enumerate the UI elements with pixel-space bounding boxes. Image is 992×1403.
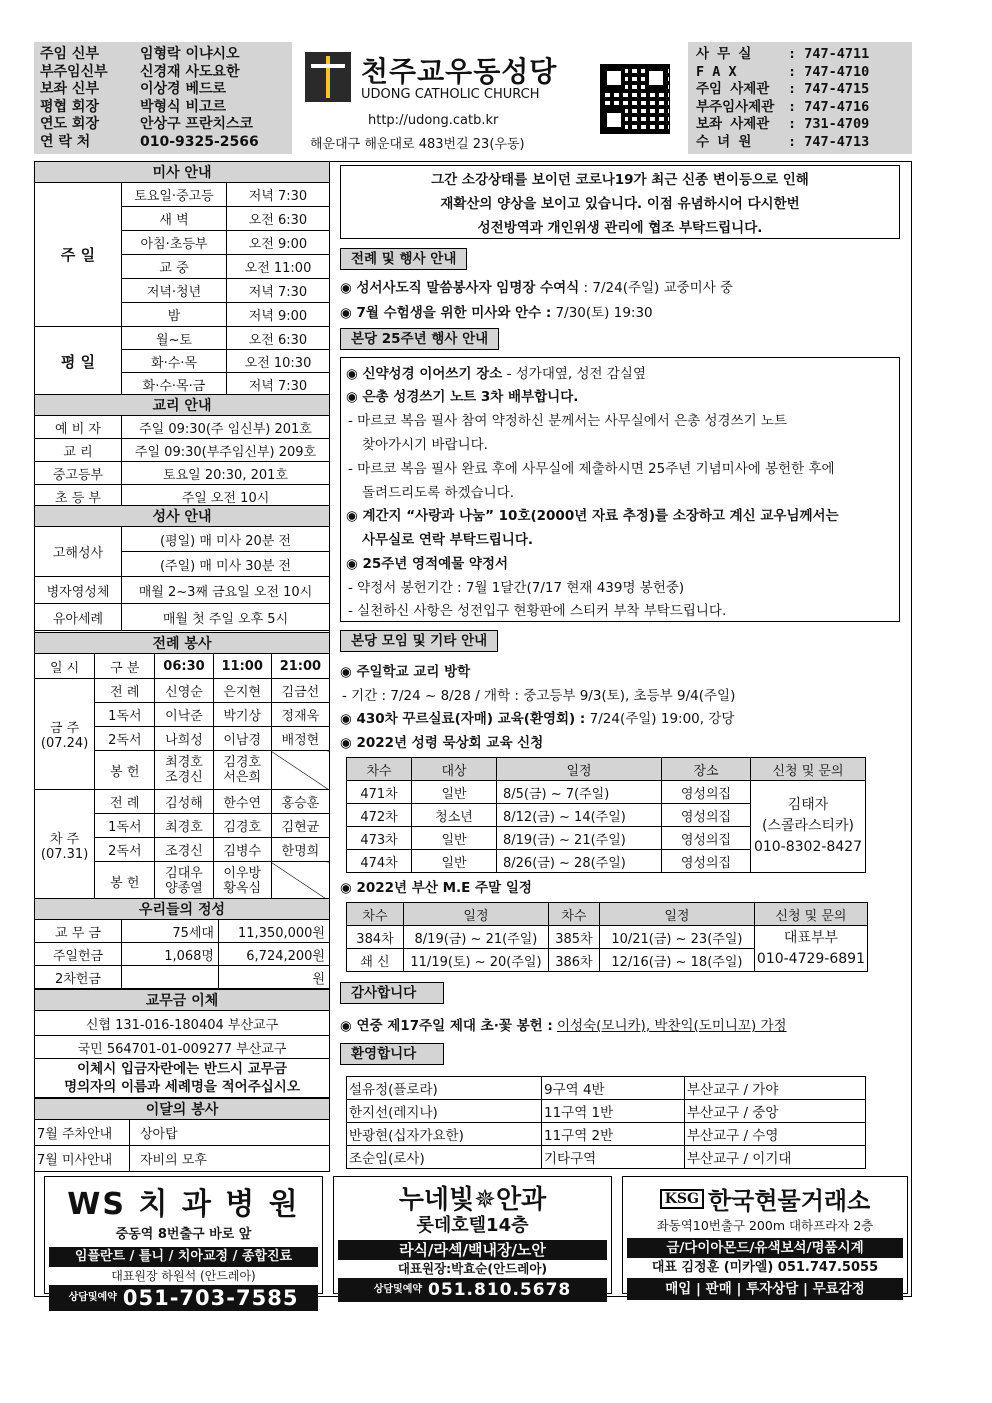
anniv-line: 사무실로 연락 부탁드립니다. [362, 532, 534, 548]
anniv-line: 찾아가시기 바랍니다. [362, 437, 488, 453]
offering-label: 교 무 금 [35, 920, 122, 943]
welcome-cell: 부산교구 / 중앙 [685, 1100, 866, 1123]
catechism-label: 예 비 자 [35, 416, 122, 439]
clergy-row [40, 64, 286, 82]
mass-time: 오전 10:30 [227, 350, 330, 373]
ad-dental-director: 대표원장 하원석 (안드레아) [111, 1269, 256, 1283]
church-logo [305, 48, 575, 108]
me-header: 일정 [599, 903, 754, 926]
retreat-cell: 일반 [412, 827, 497, 850]
retreat-cell: 8/19(금) ~ 21(주일) [497, 827, 662, 850]
phone-row [696, 99, 904, 117]
phone-label: 부주임사제관 [696, 98, 775, 115]
service-person: 이남경 [213, 727, 271, 751]
offering-amount: 6,724,200원 [219, 943, 330, 966]
service-role: 2독서 [95, 727, 155, 751]
phone-row [696, 116, 904, 134]
welcome-cell: 기타구역 [542, 1146, 685, 1169]
retreat-header: 일정 [497, 758, 662, 781]
welcome-cell: 부산교구 / 가야 [685, 1077, 866, 1100]
catechism-label: 초 등 부 [35, 485, 122, 508]
retreat-cell: 영성의집 [662, 781, 751, 804]
ksg-logo: KSG [660, 1189, 704, 1209]
transfer-note: 이체시 입금자란에는 반드시 교무금 명의자의 이름과 세례명을 적어주십시오 [35, 1059, 330, 1098]
catechism-value: 주일 09:30(부주임신부) 209호 [122, 439, 330, 462]
clergy-name: 박형식 비고르 [140, 98, 227, 115]
monthly-value: 자비의 모후 [130, 1146, 330, 1172]
service-person: 홍승훈 [271, 790, 329, 814]
clergy-name: 임형락 이냐시오 [140, 46, 240, 62]
service-person: 조경신 [155, 838, 213, 862]
clergy-row [40, 134, 286, 152]
liturgy-item: ◉ 7월 수험생을 위한 미사와 안수 : 7/30(토) 19:30 [340, 305, 653, 321]
me-contact: 대표부부 010-4729-6891 [754, 926, 867, 972]
welcome-cell: 9구역 4반 [542, 1077, 685, 1100]
welcome-cell: 한지선(레지나) [347, 1100, 542, 1123]
church-name-ko: 천주교우동성당 [361, 55, 558, 88]
service-role: 전 례 [95, 679, 155, 703]
anniv-line: ◉ 계간지 “사랑과 나눔” 10호(2000년 자료 추정)를 소장하고 계신 교우님께서는 [346, 508, 839, 524]
welcome-cell: 11구역 1반 [542, 1100, 685, 1123]
retreat-contact: 김태자 (스콜라스티카) 010-8302-8427 [751, 781, 866, 873]
service-person: 이우방 황옥심 [213, 862, 271, 901]
retreat-cell: 473차 [347, 827, 412, 850]
clergy-name: 이상경 베드로 [140, 81, 227, 97]
me-cell: 11/19(토) ~ 20(주일) [403, 949, 548, 972]
retreat-header: 장소 [662, 758, 751, 781]
phone-number[interactable]: : 747-4711 [788, 46, 870, 62]
empty-cell [271, 862, 329, 901]
retreat-cell: 일반 [412, 781, 497, 804]
phone-label: 주임 사제관 [696, 81, 770, 97]
service-person: 이낙준 [155, 703, 213, 727]
ad-exchange-foot: 매입 | 판매 | 투자상담 | 무료감정 [627, 1278, 903, 1300]
monthly-label: 7월 주차안내 [35, 1120, 130, 1146]
phone-panel [688, 42, 912, 154]
me-cell: 384차 [347, 926, 404, 949]
service-person: 박기상 [213, 703, 271, 727]
me-header: 차수 [548, 903, 599, 926]
ad-eye-sub: 롯데호텔14층 [416, 1215, 529, 1236]
welcome-cell: 부산교구 / 수영 [685, 1123, 866, 1146]
me-title: ◉ 2022년 부산 M.E 주말 일정 [340, 880, 532, 896]
retreat-cell: 청소년 [412, 804, 497, 827]
sacrament-title: 성사 안내 [35, 506, 330, 527]
offering-title: 우리들의 정성 [35, 899, 330, 920]
mass-time: 오전 9:00 [227, 231, 330, 255]
clergy-role: 연도 회장 [40, 116, 99, 132]
anniv-line: - 약정서 봉헌기간 : 7월 1달간(7/17 현재 439명 봉헌중) [348, 580, 685, 596]
retreat-cell: 472차 [347, 804, 412, 827]
ad-exchange[interactable] [622, 1176, 908, 1297]
service-table [34, 632, 330, 901]
retreat-cell: 영성의집 [662, 850, 751, 873]
sacrament-value: 매월 첫 주일 오후 5시 [122, 604, 330, 631]
phone-row [696, 81, 904, 99]
bank-account: 국민 564701-01-009277 부산교구 [35, 1036, 330, 1059]
service-role: 봉 헌 [95, 751, 155, 790]
ad-eye-tel: 상담및예약 051.810.5678 [338, 1278, 607, 1302]
mass-title: 미사 안내 [35, 162, 330, 183]
ad-eye-clinic[interactable] [333, 1176, 612, 1300]
clergy-name: 010-9325-2566 [140, 133, 259, 150]
me-header: 신청 및 문의 [754, 903, 867, 926]
clergy-role: 연 락 처 [40, 133, 91, 150]
anniv-line: ◉ 신약성경 이어쓰기 장소 - 성가대옆, 성전 감실옆 [346, 366, 646, 382]
clergy-role: 평협 회장 [40, 98, 99, 115]
clergy-row [40, 46, 286, 64]
welcome-cell: 설유정(플로라) [347, 1077, 542, 1100]
service-person: 김금선 [271, 679, 329, 703]
transfer-table [34, 989, 330, 1098]
church-cross-icon [305, 52, 351, 102]
catechism-label: 교 리 [35, 439, 122, 462]
service-person: 김경호 서은희 [213, 751, 271, 790]
mass-slot: 화·수·목 [122, 350, 227, 373]
sacrament-label: 병자영성체 [35, 577, 122, 604]
anniv-line: - 마르코 복음 필사 참여 약정하신 분께서는 사무실에서 은총 성경쓰기 노트 [348, 413, 788, 429]
service-role: 1독서 [95, 703, 155, 727]
retreat-cell: 일반 [412, 850, 497, 873]
monthly-service-table [34, 1098, 330, 1172]
ad-exchange-sub: 좌동역10번출구 200m 대하프라자 2층 [656, 1218, 874, 1233]
offering-count: 1,068명 [122, 943, 219, 966]
phone-number[interactable]: : 747-4710 [788, 63, 870, 80]
me-cell: 쇄 신 [347, 949, 404, 972]
clergy-name: 안상구 프란치스코 [140, 116, 254, 132]
ad-dental-bar: 임플란트 / 틀니 / 치아교정 / 종합진료 [49, 1247, 318, 1267]
mass-time: 저녁 7:30 [227, 183, 330, 207]
phone-row [696, 46, 904, 64]
service-person: 김대우 양종열 [155, 862, 213, 901]
retreat-table [346, 757, 866, 873]
ad-eye-director: 대표원장:박효순(안드레아) [397, 1261, 548, 1276]
sacrament-table [34, 505, 330, 631]
anniv-line: 돌려드리도록 하겠습니다. [362, 485, 515, 501]
me-cell: 8/19(금) ~ 21(주일) [403, 926, 548, 949]
meeting-line: - 기간 : 7/24 ~ 8/28 / 개학 : 중고등부 9/3(토), 초등부 9/4(주일) [342, 688, 736, 704]
empty-cell [271, 751, 329, 790]
offering-amount: 원 [219, 966, 330, 989]
thanks-line: ◉ 연중 제17주일 제대 초·꽃 봉헌 : 이성숙(모니카), 박찬익(도미니꼬) 가정 [340, 1018, 787, 1034]
mass-time: 오전 6:30 [227, 327, 330, 350]
ad-dental-tel: 상담및예약 051-703-7585 [49, 1285, 318, 1311]
mass-time: 저녁 7:30 [227, 279, 330, 303]
anniv-line: - 마르코 복음 필사 완료 후에 사무실에 제출하시면 25주년 기념미사에 봉헌한 후에 [348, 461, 835, 477]
me-cell: 385차 [548, 926, 599, 949]
anniv-line: ◉ 25주년 영적예물 약정서 [346, 556, 509, 572]
phone-number[interactable]: : 747-4716 [788, 98, 870, 115]
mass-time: 저녁 7:30 [227, 373, 330, 396]
service-person: 신영순 [155, 679, 213, 703]
weekday-label: 평 일 [35, 327, 122, 396]
retreat-cell: 474차 [347, 850, 412, 873]
thanks-section-title: 감사합니다 [340, 982, 444, 1004]
welcome-cell: 조순임(로사) [347, 1146, 542, 1169]
phone-label: 보좌 사제관 [696, 116, 770, 132]
monthly-title: 이달의 봉사 [35, 1099, 330, 1120]
retreat-cell: 8/12(금) ~ 14(주일) [497, 804, 662, 827]
me-header: 일정 [403, 903, 548, 926]
ad-exchange-director: 대표 김정훈 (미카엘) 051.747.5055 [651, 1260, 879, 1275]
service-role: 전 례 [95, 790, 155, 814]
catechism-label: 중고등부 [35, 462, 122, 485]
anniversary-section-title: 본당 25주년 행사 안내 [340, 328, 499, 350]
church-name-en: UDONG CATHOLIC CHURCH [361, 87, 540, 102]
mass-time: 오전 11:00 [227, 255, 330, 279]
clergy-row [40, 99, 286, 117]
retreat-header: 대상 [412, 758, 497, 781]
service-person: 은지현 [213, 679, 271, 703]
phone-number[interactable]: : 747-4715 [788, 81, 870, 97]
clergy-panel [34, 42, 292, 154]
mass-slot: 월~토 [122, 327, 227, 350]
service-role: 2독서 [95, 838, 155, 862]
retreat-header: 차수 [347, 758, 412, 781]
service-role: 봉 헌 [95, 862, 155, 901]
phone-row [696, 64, 904, 82]
mass-table [34, 161, 330, 396]
service-person: 김성해 [155, 790, 213, 814]
me-cell: 10/21(금) ~ 23(주일) [599, 926, 754, 949]
meeting-line: ◉ 주일학교 교리 방학 [340, 664, 471, 680]
bank-account: 신협 131-016-180404 부산교구 [35, 1011, 330, 1036]
welcome-cell: 11구역 2반 [542, 1123, 685, 1146]
monthly-value: 상아탑 [130, 1120, 330, 1146]
sunday-label: 주 일 [35, 183, 122, 327]
offering-table [34, 898, 330, 989]
retreat-cell: 영성의집 [662, 804, 751, 827]
service-person: 한수연 [213, 790, 271, 814]
mass-slot: 새 벽 [122, 207, 227, 231]
offering-count [122, 966, 219, 989]
me-cell: 386차 [548, 949, 599, 972]
service-header: 21:00 [271, 654, 329, 679]
mass-slot: 저녁·청년 [122, 279, 227, 303]
service-person: 김경호 [213, 814, 271, 838]
mass-slot: 교 중 [122, 255, 227, 279]
phone-number[interactable]: : 731-4709 [788, 116, 870, 132]
service-person: 나희성 [155, 727, 213, 751]
retreat-cell: 8/26(금) ~ 28(주일) [497, 850, 662, 873]
confession-time: (주일) 매 미사 30분 전 [122, 552, 330, 577]
liturgy-item: ◉ 성서사도직 말씀봉사자 임명장 수여식 : 7/24(주일) 교중미사 중 [340, 280, 734, 296]
phone-label: F A X [696, 63, 737, 80]
service-header: 06:30 [155, 654, 213, 679]
retreat-cell: 영성의집 [662, 827, 751, 850]
service-person: 정재욱 [271, 703, 329, 727]
covid-notice: 그간 소강상태를 보이던 코로나19가 최근 신종 변이등으로 인해 재확산의 양상을 보이고 있습니다. 이점 유념하시어 다시한번 성전방역과 개인위생 관리에 협조 부탁드립니다. [340, 165, 900, 239]
clergy-row [40, 116, 286, 134]
catechism-value: 토요일 20:30, 201호 [122, 462, 330, 485]
qr-code-icon[interactable] [600, 64, 670, 134]
meeting-section-title: 본당 모임 및 기타 안내 [340, 630, 498, 652]
clergy-role: 부주임신부 [40, 63, 108, 80]
ad-exchange-name: 한국현물거래소 [707, 1187, 871, 1215]
phone-label: 수 녀 원 [696, 133, 752, 150]
meeting-line: ◉ 430차 꾸르실료(자매) 교육(환영회) : 7/24(주일) 19:00, 강당 [340, 711, 735, 727]
liturgy-section-title: 전례 및 행사 안내 [340, 248, 467, 270]
ad-dental[interactable] [44, 1176, 323, 1310]
catechism-value: 주일 오전 10시 [122, 485, 330, 508]
service-person: 최경호 조경신 [155, 751, 213, 790]
mass-slot: 밤 [122, 303, 227, 327]
service-week-date: 차 주 (07.31) [35, 790, 95, 901]
mass-time: 저녁 9:00 [227, 303, 330, 327]
church-url[interactable]: http://udong.catb.kr [368, 113, 499, 128]
clergy-role: 주임 신부 [40, 46, 99, 62]
sacrament-value: 매월 2~3째 금요일 오전 10시 [122, 577, 330, 604]
welcome-cell: 반광현(십자가요한) [347, 1123, 542, 1146]
offering-count: 75세대 [122, 920, 219, 943]
offering-label: 주일헌금 [35, 943, 122, 966]
transfer-title: 교무금 이체 [35, 990, 330, 1011]
confession-label: 고해성사 [35, 527, 122, 577]
service-title: 전례 봉사 [35, 633, 330, 654]
mass-slot: 화·수·목·금 [122, 373, 227, 396]
anniv-line: - 실천하신 사항은 성전입구 현황판에 스티커 부착 부탁드립니다. [348, 603, 727, 619]
me-cell: 12/16(금) ~ 18(주일) [599, 949, 754, 972]
catechism-title: 교리 안내 [35, 395, 330, 416]
service-header: 구 분 [95, 654, 155, 679]
confession-time: (평일) 매 미사 20분 전 [122, 527, 330, 552]
mass-time: 오전 6:30 [227, 207, 330, 231]
service-role: 1독서 [95, 814, 155, 838]
service-person: 김병수 [213, 838, 271, 862]
church-address: 해운대구 해운대로 483번길 23(우동) [310, 137, 525, 152]
ad-eye-name: 누네빛✵안과 [398, 1185, 547, 1215]
ad-dental-name: WS 치 과 병 원 [67, 1187, 300, 1222]
retreat-header: 신청 및 문의 [751, 758, 866, 781]
offering-amount: 11,350,000원 [219, 920, 330, 943]
service-person: 최경호 [155, 814, 213, 838]
ad-exchange-bar: 금/다이아몬드/유색보석/명품시계 [627, 1238, 903, 1258]
welcome-table [346, 1076, 866, 1169]
phone-row [696, 134, 904, 152]
clergy-name: 신경재 사도요한 [140, 63, 240, 80]
service-week-date: 금 주 (07.24) [35, 679, 95, 790]
catechism-value: 주일 09:30(주 임신부) 201호 [122, 416, 330, 439]
service-person: 배정현 [271, 727, 329, 751]
clergy-role: 보좌 신부 [40, 81, 99, 97]
clergy-row [40, 81, 286, 99]
retreat-cell: 8/5(금) ~ 7(주일) [497, 781, 662, 804]
service-header: 일 시 [35, 654, 95, 679]
anniv-line: ◉ 은총 성경쓰기 노트 3차 배부합니다. [346, 389, 579, 405]
ad-dental-sub: 중동역 8번출구 바로 앞 [115, 1227, 252, 1242]
phone-label: 사 무 실 [696, 46, 752, 62]
service-person: 한명희 [271, 838, 329, 862]
me-table [346, 902, 868, 972]
catechism-table [34, 394, 330, 508]
mass-slot: 아침·초등부 [122, 231, 227, 255]
monthly-label: 7월 미사안내 [35, 1146, 130, 1172]
welcome-section-title: 환영합니다 [340, 1043, 444, 1065]
me-header: 차수 [347, 903, 404, 926]
phone-number[interactable]: : 747-4713 [788, 133, 870, 150]
service-header: 11:00 [213, 654, 271, 679]
mass-slot: 토요일·중고등 [122, 183, 227, 207]
ad-eye-bar: 라식/라섹/백내장/노안 [338, 1240, 607, 1260]
offering-label: 2차헌금 [35, 966, 122, 989]
meeting-line: ◉ 2022년 성령 묵상회 교육 신청 [340, 735, 544, 751]
welcome-cell: 부산교구 / 이기대 [685, 1146, 866, 1169]
retreat-cell: 471차 [347, 781, 412, 804]
sacrament-label: 유아세례 [35, 604, 122, 631]
service-person: 김현균 [271, 814, 329, 838]
